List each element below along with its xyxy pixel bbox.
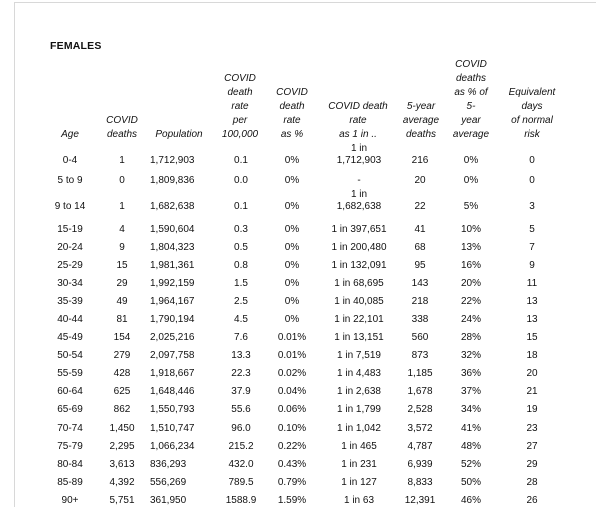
one-in-cell: 1 in 63 <box>343 495 375 506</box>
one-in-cell: 1 in 1,682,638 <box>336 189 382 212</box>
rate-pct-cell: 0% <box>284 296 300 307</box>
days-cell: 18 <box>526 350 538 361</box>
population-cell: 1,590,604 <box>150 224 195 235</box>
days-cell: 15 <box>526 332 538 343</box>
pct-average-cell: 16% <box>460 260 481 271</box>
pct-average-cell: 36% <box>460 368 481 379</box>
deaths-cell: 2,295 <box>109 441 135 452</box>
population-cell: 1,804,323 <box>150 242 195 253</box>
header-population: Population <box>155 129 203 140</box>
deaths-cell: 29 <box>116 278 128 289</box>
rate-cell: 22.3 <box>231 368 251 379</box>
deaths-cell: 4,392 <box>109 477 135 488</box>
one-in-cell: 1 in 465 <box>341 441 377 452</box>
average-cell: 68 <box>414 242 426 253</box>
population-cell: 1,510,747 <box>150 423 195 434</box>
one-in-cell: 1 in 231 <box>341 459 377 470</box>
deaths-cell: 625 <box>113 386 131 397</box>
age-cell: 75-79 <box>57 441 83 452</box>
pct-average-cell: 0% <box>463 155 479 166</box>
rate-pct-cell: 0.79% <box>277 477 307 488</box>
pct-average-cell: 37% <box>460 386 481 397</box>
one-in-cell: 1 in 13,151 <box>334 332 384 343</box>
rate-cell: 37.9 <box>231 386 251 397</box>
rate-cell: 7.6 <box>234 332 248 343</box>
pct-average-cell: 24% <box>460 314 481 325</box>
age-cell: 0-4 <box>62 155 78 166</box>
days-cell: 0 <box>529 175 535 186</box>
age-cell: 85-89 <box>57 477 83 488</box>
page-edge-left <box>14 2 15 507</box>
rate-pct-cell: 0% <box>284 201 300 212</box>
header-equivalent-days: Equivalent days of normal risk <box>508 87 556 140</box>
rate-cell: 432.0 <box>228 459 254 470</box>
deaths-cell: 1 <box>119 155 125 166</box>
rate-cell: 0.1 <box>234 155 248 166</box>
population-cell: 1,992,159 <box>150 278 195 289</box>
average-cell: 95 <box>414 260 426 271</box>
deaths-cell: 15 <box>116 260 128 271</box>
page-edge-top <box>14 2 596 3</box>
days-cell: 20 <box>526 368 538 379</box>
days-cell: 7 <box>529 242 535 253</box>
deaths-cell: 9 <box>119 242 125 253</box>
pct-average-cell: 13% <box>460 242 481 253</box>
rate-cell: 4.5 <box>234 314 248 325</box>
pct-average-cell: 34% <box>460 404 481 415</box>
pct-average-cell: 41% <box>460 423 481 434</box>
header-death-rate-per-100k: COVID death rate per 100,000 <box>221 73 259 140</box>
age-cell: 70-74 <box>57 423 83 434</box>
population-cell: 556,269 <box>150 477 187 488</box>
average-cell: 560 <box>411 332 429 343</box>
rate-cell: 0.8 <box>234 260 248 271</box>
header-one-in: COVID death rate as 1 in .. <box>328 101 388 140</box>
one-in-cell: 1 in 127 <box>341 477 377 488</box>
rate-cell: 55.6 <box>231 404 251 415</box>
population-cell: 1,550,793 <box>150 404 195 415</box>
average-cell: 873 <box>411 350 429 361</box>
population-cell: 2,097,758 <box>150 350 195 361</box>
one-in-cell: 1 in 68,695 <box>334 278 384 289</box>
deaths-cell: 279 <box>113 350 131 361</box>
deaths-cell: 49 <box>116 296 128 307</box>
average-cell: 20 <box>414 175 426 186</box>
days-cell: 9 <box>529 260 535 271</box>
rate-pct-cell: 0.43% <box>277 459 307 470</box>
age-cell: 5 to 9 <box>57 175 83 186</box>
age-cell: 9 to 14 <box>54 201 86 212</box>
one-in-cell: 1 in 7,519 <box>337 350 381 361</box>
rate-pct-cell: 0.06% <box>277 404 307 415</box>
average-cell: 22 <box>414 201 426 212</box>
pct-average-cell: 52% <box>460 459 481 470</box>
average-cell: 8,833 <box>407 477 433 488</box>
population-cell: 1,809,836 <box>150 175 195 186</box>
age-cell: 80-84 <box>57 459 83 470</box>
days-cell: 11 <box>526 278 538 289</box>
population-cell: 1,066,234 <box>150 441 195 452</box>
population-cell: 361,950 <box>150 495 187 506</box>
rate-cell: 2.5 <box>234 296 248 307</box>
days-cell: 26 <box>526 495 538 506</box>
deaths-cell: 0 <box>119 175 125 186</box>
rate-cell: 96.0 <box>231 423 251 434</box>
pct-average-cell: 50% <box>460 477 481 488</box>
table-title: FEMALES <box>50 40 102 52</box>
pct-average-cell: 46% <box>460 495 481 506</box>
population-cell: 1,648,446 <box>150 386 195 397</box>
average-cell: 1,185 <box>407 368 433 379</box>
age-cell: 60-64 <box>57 386 83 397</box>
deaths-cell: 1,450 <box>109 423 135 434</box>
age-cell: 20-24 <box>57 242 83 253</box>
pct-average-cell: 10% <box>460 224 481 235</box>
deaths-cell: 5,751 <box>109 495 135 506</box>
days-cell: 13 <box>526 296 538 307</box>
age-cell: 35-39 <box>57 296 83 307</box>
rate-pct-cell: 0% <box>284 278 300 289</box>
deaths-cell: 862 <box>113 404 131 415</box>
days-cell: 3 <box>529 201 535 212</box>
average-cell: 41 <box>414 224 426 235</box>
header-death-rate-pct: COVID death rate as % <box>276 87 308 140</box>
rate-pct-cell: 0.10% <box>277 423 307 434</box>
pct-average-cell: 0% <box>463 175 479 186</box>
one-in-cell: 1 in 2,638 <box>337 386 381 397</box>
deaths-cell: 428 <box>113 368 131 379</box>
rate-pct-cell: 0% <box>284 242 300 253</box>
population-cell: 1,918,667 <box>150 368 195 379</box>
rate-pct-cell: 0% <box>284 175 300 186</box>
population-cell: 1,964,167 <box>150 296 195 307</box>
deaths-cell: 4 <box>119 224 125 235</box>
average-cell: 218 <box>411 296 429 307</box>
population-cell: 2,025,216 <box>150 332 195 343</box>
header-covid-deaths: COVID deaths <box>106 115 138 140</box>
population-cell: 836,293 <box>150 459 187 470</box>
days-cell: 19 <box>526 404 538 415</box>
days-cell: 29 <box>526 459 538 470</box>
average-cell: 2,528 <box>407 404 433 415</box>
one-in-cell: 1 in 397,651 <box>331 224 387 235</box>
rate-pct-cell: 0.22% <box>277 441 307 452</box>
average-cell: 216 <box>411 155 429 166</box>
average-cell: 143 <box>411 278 429 289</box>
pct-average-cell: 32% <box>460 350 481 361</box>
pct-average-cell: 22% <box>460 296 481 307</box>
average-cell: 1,678 <box>407 386 433 397</box>
one-in-cell: 1 in 1,799 <box>337 404 381 415</box>
one-in-cell: 1 in 4,483 <box>337 368 381 379</box>
pct-average-cell: 20% <box>460 278 481 289</box>
population-cell: 1,790,194 <box>150 314 195 325</box>
pct-average-cell: 5% <box>463 201 479 212</box>
population-cell: 1,981,361 <box>150 260 195 271</box>
age-cell: 15-19 <box>57 224 83 235</box>
deaths-cell: 154 <box>113 332 131 343</box>
age-cell: 25-29 <box>57 260 83 271</box>
deaths-cell: 1 <box>119 201 125 212</box>
rate-cell: 1.5 <box>234 278 248 289</box>
rate-pct-cell: 0.01% <box>277 350 307 361</box>
header-age: Age <box>61 129 79 140</box>
age-cell: 55-59 <box>57 368 83 379</box>
rate-cell: 13.3 <box>231 350 251 361</box>
days-cell: 0 <box>529 155 535 166</box>
pct-average-cell: 48% <box>460 441 481 452</box>
average-cell: 12,391 <box>404 495 436 506</box>
rate-pct-cell: 1.59% <box>277 495 307 506</box>
header-pct-of-average: COVID deaths as % of 5- year average <box>452 59 490 140</box>
average-cell: 338 <box>411 314 429 325</box>
average-cell: 4,787 <box>407 441 433 452</box>
age-cell: 30-34 <box>57 278 83 289</box>
one-in-cell: 1 in 22,101 <box>334 314 384 325</box>
age-cell: 65-69 <box>57 404 83 415</box>
age-cell: 90+ <box>61 495 79 506</box>
population-cell: 1,682,638 <box>150 201 195 212</box>
one-in-cell: 1 in 132,091 <box>331 260 387 271</box>
one-in-cell: 1 in 40,085 <box>334 296 384 307</box>
rate-cell: 789.5 <box>228 477 254 488</box>
days-cell: 5 <box>529 224 535 235</box>
population-cell: 1,712,903 <box>150 155 195 166</box>
rate-cell: 0.5 <box>234 242 248 253</box>
rate-pct-cell: 0.04% <box>277 386 307 397</box>
age-cell: 40-44 <box>57 314 83 325</box>
rate-cell: 1588.9 <box>225 495 257 506</box>
average-cell: 6,939 <box>407 459 433 470</box>
rate-pct-cell: 0.01% <box>277 332 307 343</box>
age-cell: 50-54 <box>57 350 83 361</box>
days-cell: 23 <box>526 423 538 434</box>
days-cell: 21 <box>526 386 538 397</box>
rate-cell: 0.3 <box>234 224 248 235</box>
average-cell: 3,572 <box>407 423 433 434</box>
age-cell: 45-49 <box>57 332 83 343</box>
one-in-cell: 1 in 200,480 <box>331 242 387 253</box>
rate-pct-cell: 0% <box>284 224 300 235</box>
rate-cell: 0.1 <box>234 201 248 212</box>
rate-pct-cell: 0% <box>284 314 300 325</box>
one-in-cell: 1 in 1,712,903 <box>336 143 382 166</box>
one-in-cell: - <box>357 175 361 186</box>
deaths-cell: 3,613 <box>109 459 135 470</box>
rate-cell: 215.2 <box>228 441 254 452</box>
one-in-cell: 1 in 1,042 <box>337 423 381 434</box>
deaths-cell: 81 <box>116 314 128 325</box>
days-cell: 27 <box>526 441 538 452</box>
pct-average-cell: 28% <box>460 332 481 343</box>
header-5yr-average: 5-year average deaths <box>402 101 440 140</box>
days-cell: 13 <box>526 314 538 325</box>
days-cell: 28 <box>526 477 538 488</box>
rate-cell: 0.0 <box>234 175 248 186</box>
rate-pct-cell: 0% <box>284 155 300 166</box>
rate-pct-cell: 0.02% <box>277 368 307 379</box>
rate-pct-cell: 0% <box>284 260 300 271</box>
